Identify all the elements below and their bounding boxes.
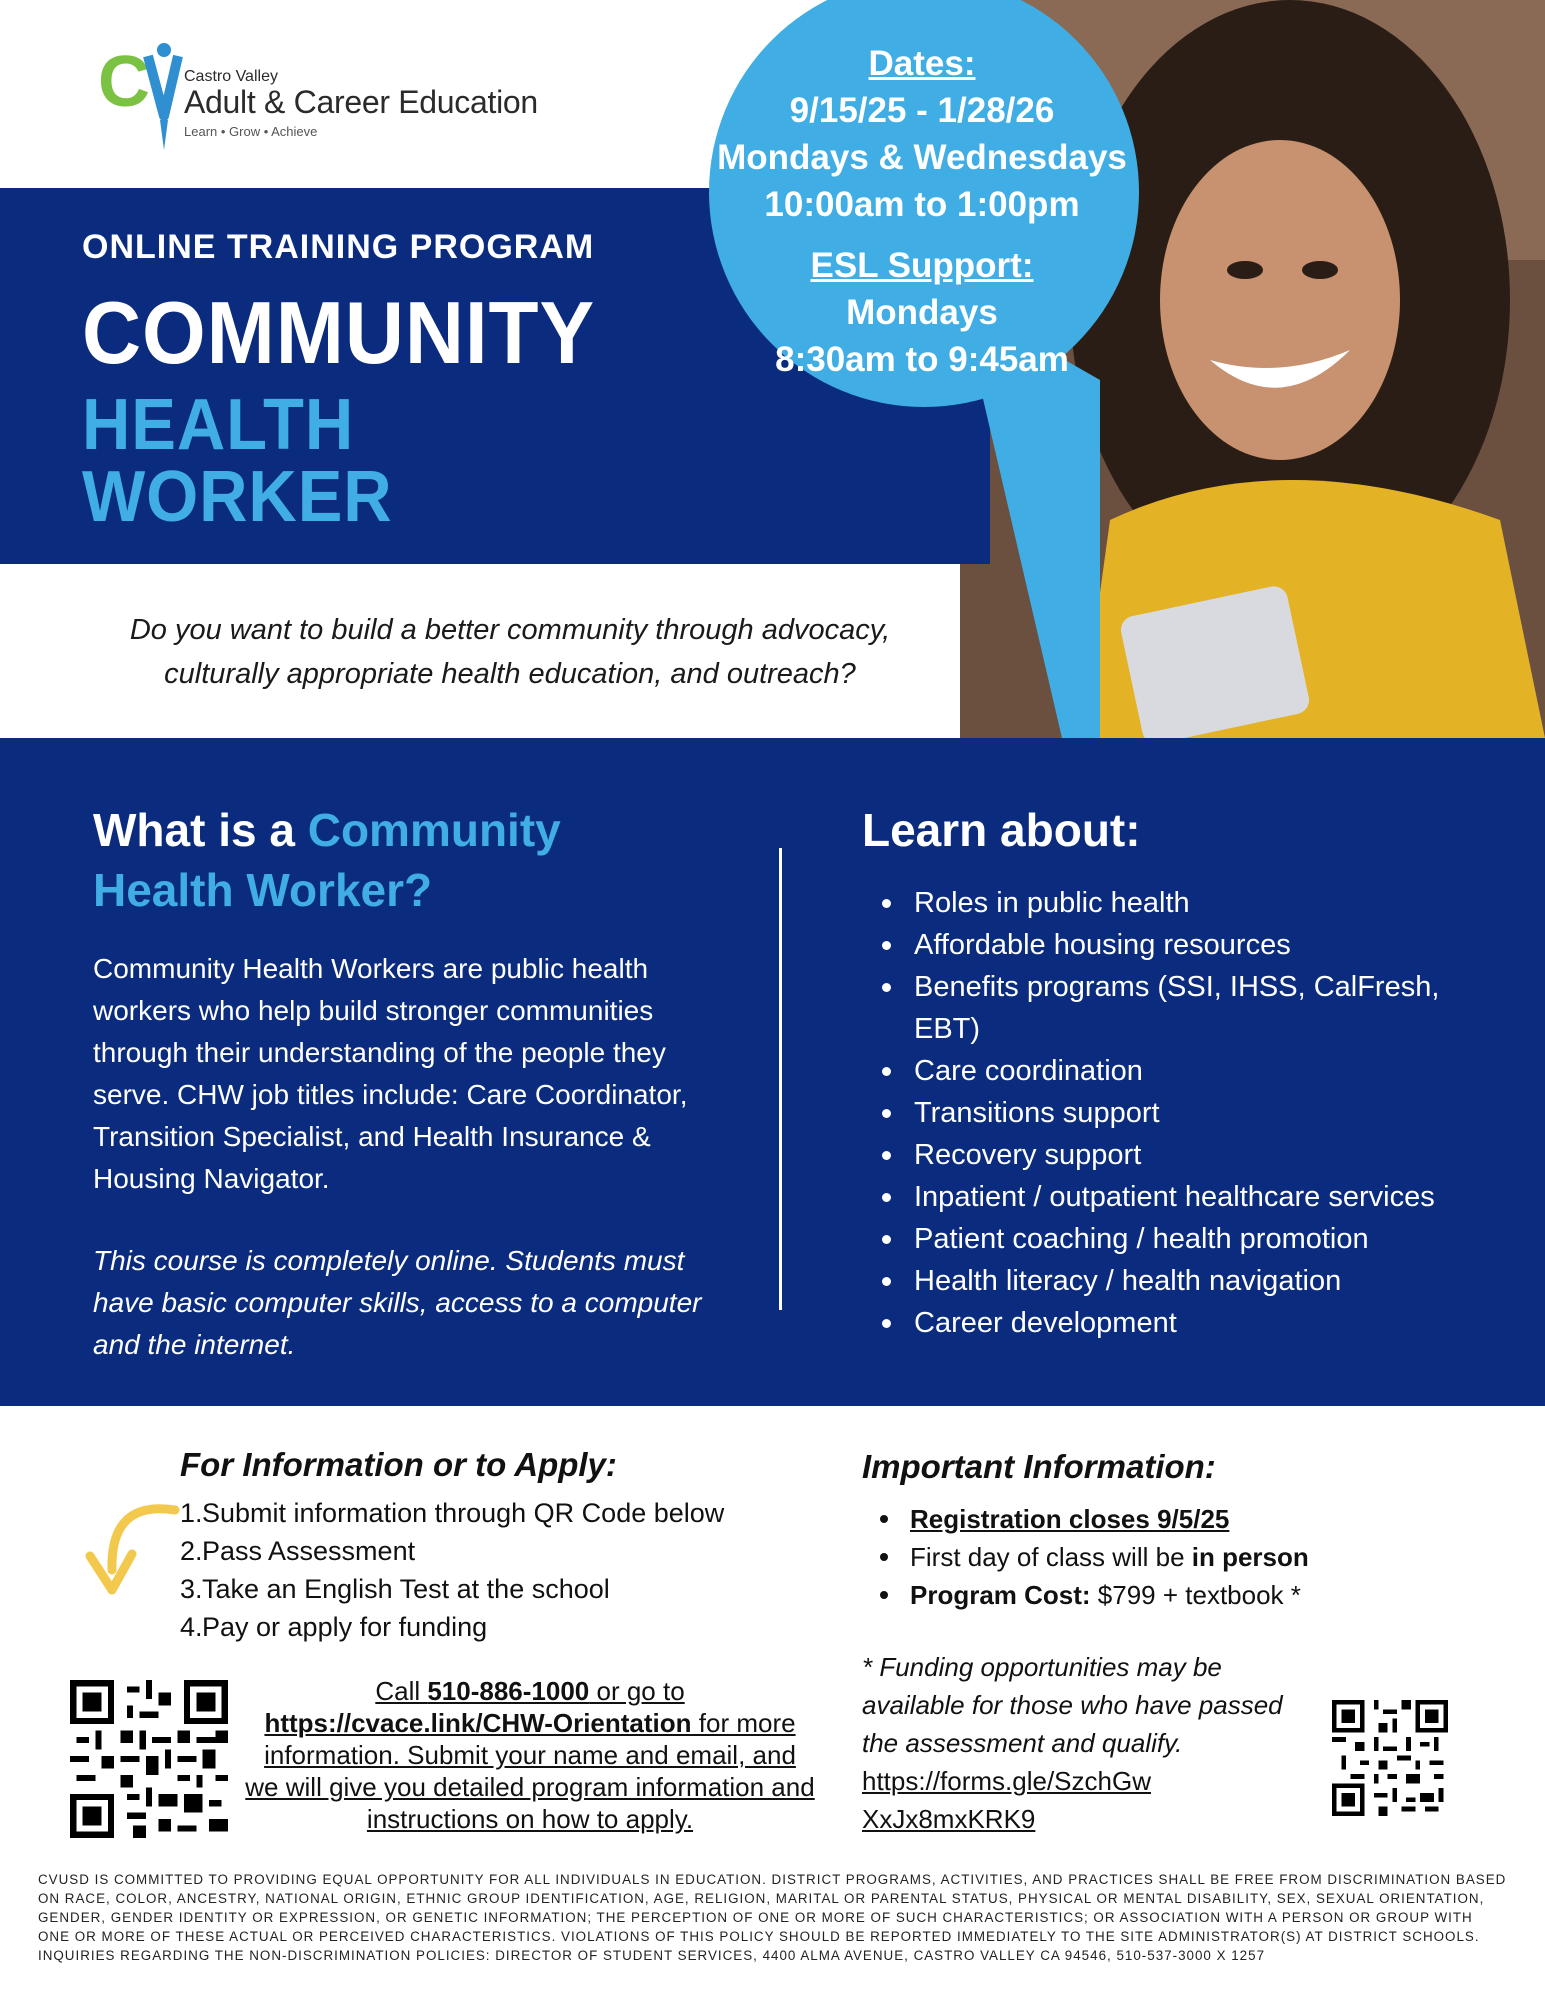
- registration-deadline: Registration closes 9/5/25: [910, 1504, 1230, 1534]
- logo-name: Adult & Career Education: [184, 84, 538, 120]
- call-prefix: Call: [375, 1676, 428, 1706]
- list-item: Affordable housing resources: [862, 924, 1502, 966]
- funding-note: [862, 1648, 1322, 1838]
- list-item: [862, 1500, 1462, 1538]
- call-mid: or go to: [589, 1676, 685, 1706]
- esl-days: Mondays: [846, 293, 998, 332]
- hero-subtitle: Now with English Language Support: [82, 569, 552, 599]
- funding-text: * Funding opportunities may be available for those who have passed the assessment and qualify.: [862, 1652, 1283, 1758]
- list-item: Roles in public health: [862, 882, 1502, 924]
- non-discrimination-disclaimer: CVUSD IS COMMITTED TO PROVIDING EQUAL OPPORTUNITY FOR ALL INDIVIDUALS IN EDUCATION. DISTRICT PROGRAMS, ACTIVITIES, AND PRACTICES SHALL BE FREE FROM DISCRIMINATION BASED ON RACE, COLOR, ANCESTRY, NATIONAL ORIGIN, ETHNIC GROUP IDENTIFICATION, AGE, RELIGION, MARITAL OR PARENTAL STATUS, PHYSICAL OR MENTAL DISABILITY, SEX, SEXUAL ORIENTATION, GENDER, GENDER IDENTITY OR EXPRESSION, OR GENETIC INFORMATION; THE PERCEPTION OF ONE OR MORE OF SUCH CHARACTERISTICS; OR ASSOCIATION WITH A PERSON OR GROUP WITH ONE OR MORE OF THESE ACTUAL OR PERCEIVED CHARACTERISTICS. VIOLATIONS OF THIS POLICY SHOULD BE REPORTED IMMEDIATELY TO THE SITE ADMINISTRATOR(S) AT DISTRICT SCHOOLS. INQUIRIES REGARDING THE NON-DISCRIMINATION POLICIES: DIRECTOR OF STUDENT SERVICES, 4400 ALMA AVENUE, CASTRO VALLEY CA 94546, 510-537-3000 X 1257: [38, 1872, 1507, 1963]
- list-item: Career development: [862, 1302, 1502, 1344]
- list-item: Recovery support: [862, 1134, 1502, 1176]
- apply-steps: [180, 1494, 820, 1646]
- what-body: Community Health Workers are public health workers who help build stronger communities through their understanding of the people they serve. CHW job titles include: Care Coordinator, Transition Specialist, and Health Insurance & Housing Navigator.: [93, 953, 688, 1194]
- page-title-line2: HEALTH WORKER: [82, 385, 393, 537]
- intro-question: [40, 608, 980, 696]
- dates-label: Dates:: [868, 44, 976, 83]
- logo-tagline: Learn • Grow • Achieve: [184, 124, 318, 139]
- important-list: [862, 1500, 1462, 1614]
- list-item: Patient coaching / health promotion: [862, 1218, 1502, 1260]
- esl-time: 8:30am to 9:45am: [775, 340, 1069, 379]
- qr-code-icon[interactable]: [70, 1680, 228, 1838]
- what-heading-highlight1: Community: [307, 804, 561, 856]
- phone-link[interactable]: 510-886-1000: [427, 1676, 590, 1706]
- list-item: Health literacy / health navigation: [862, 1260, 1502, 1302]
- curved-arrow-icon: [80, 1490, 190, 1600]
- class-time: 10:00am to 1:00pm: [764, 185, 1080, 224]
- list-item: Benefits programs (SSI, IHSS, CalFresh, EBT): [862, 966, 1502, 1050]
- list-item: 2. Pass Assessment: [180, 1536, 416, 1566]
- cv-logo-mark-icon: [98, 38, 193, 153]
- question-line2: culturally appropriate health education, and outreach?: [164, 658, 856, 690]
- dates-range: 9/15/25 - 1/28/26: [789, 91, 1055, 130]
- list-item: [862, 1576, 1462, 1614]
- important-info: [862, 1448, 1462, 1614]
- list-item: 3. Take an English Test at the school: [180, 1574, 610, 1604]
- apply-section: [180, 1446, 820, 1646]
- list-item: Care coordination: [862, 1050, 1502, 1092]
- program-kicker: ONLINE TRAINING PROGRAM: [82, 228, 595, 266]
- in-person-text: in person: [1191, 1542, 1309, 1572]
- learn-heading: Learn about:: [862, 804, 1141, 856]
- learn-about: [862, 800, 1502, 1344]
- svg-text:C: C: [98, 42, 150, 122]
- online-note: This course is completely online. Students must have basic computer skills, access to a computer and the internet.: [93, 1245, 702, 1360]
- esl-label: ESL Support:: [810, 246, 1034, 285]
- list-item: Transitions support: [862, 1092, 1502, 1134]
- apply-heading: For Information or to Apply:: [180, 1446, 617, 1483]
- list-item: Inpatient / outpatient healthcare services: [862, 1176, 1502, 1218]
- column-divider: [779, 848, 782, 1310]
- class-days: Mondays & Wednesdays: [717, 138, 1127, 177]
- list-item: 4. Pay or apply for funding: [180, 1612, 488, 1642]
- org-logo: [98, 38, 558, 153]
- hero-title-block: [82, 228, 722, 600]
- funding-link-line1[interactable]: https://forms.gle/SzchGw: [862, 1766, 1151, 1796]
- qr-code-icon[interactable]: [1332, 1700, 1448, 1816]
- what-heading: [93, 800, 713, 920]
- important-heading: Important Information:: [862, 1448, 1216, 1485]
- funding-link-line2[interactable]: XxJx8mxKRK9: [862, 1804, 1036, 1834]
- contact-instructions: [245, 1675, 815, 1835]
- list-item: First day of class will be in person: [862, 1538, 1462, 1576]
- list-item: 1. Submit information through QR Code below: [180, 1498, 725, 1528]
- cost-label: Program Cost:: [910, 1580, 1091, 1610]
- logo-small-text: Castro Valley: [184, 68, 278, 85]
- cost-value: $799 + textbook *: [1090, 1580, 1301, 1610]
- call-suffix: for more information. Submit your name and email, and we will give you detailed program information and instructions on how to apply.: [245, 1708, 815, 1834]
- dates-info: [662, 40, 1182, 383]
- page-title-line1: COMMUNITY: [82, 283, 595, 382]
- orientation-link[interactable]: https://cvace.link/CHW-Orientation: [264, 1708, 692, 1738]
- what-heading-highlight2: Health Worker?: [93, 864, 433, 916]
- question-line1: Do you want to build a better community through advocacy,: [129, 614, 891, 646]
- what-is-chw: [93, 800, 713, 1366]
- what-heading-prefix: What is a: [93, 804, 308, 856]
- learn-list: [862, 882, 1502, 1344]
